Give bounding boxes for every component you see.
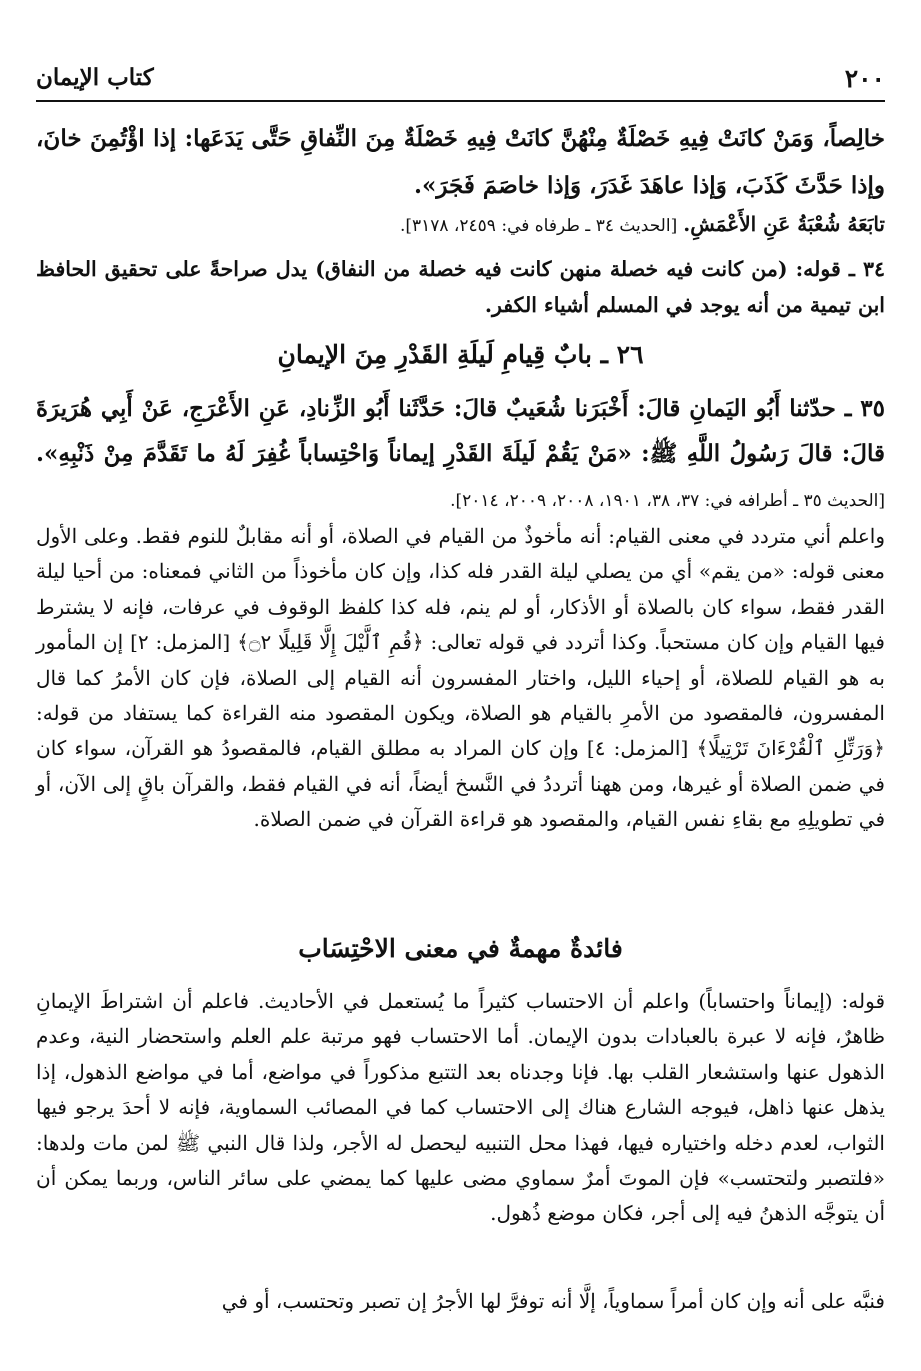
benefit-heading: فائدةٌ مهمةٌ في معنى الاحْتِسَاب [298, 934, 623, 963]
benefit-paragraph-1 [36, 984, 885, 1232]
hadith-34-reference: [الحديث ٣٤ ـ طرفاه في: ٢٤٥٩، ٣١٧٨]. [399, 216, 678, 236]
commentary-35 [36, 519, 885, 838]
hadith-35-isnad: ٣٥ ـ حدّثنا أَبُو اليَمانِ قالَ: أَخْبَرَنا شُعَيبٌ قالَ: حَدَّثَنا أَبُو الزِّنادِ، عَنِ الأَعْرَجِ، [181, 395, 886, 422]
hadith-35-reference: [الحديث ٣٥ ـ أطرافه في: ٣٧، ٣٨، ١٩٠١، ٢٠٠٨، ٢٠٠٩، ٢٠١٤]. [450, 491, 885, 511]
benefit-paragraph-2-text: فنبَّه على أنه وإن كان أمراً سماوياً، إلَّا أنه توفرَّ لها الأجرُ إن تصبر وتحتسب، أو في [221, 1289, 885, 1313]
commentary-35-text: واعلم أني متردد في معنى القيام: أنه مأخوذٌ من القيام في الصلاة، أو أنه مقابلٌ للنوم فقط. وعلى الأول معنى قوله: «من يقم» أي من يصلي ليلة القدر فله كذا، وإن كان مأخوذاً من الثاني فمعناه: من أحيا ليلة القدر فقط، سواء كان بالصلاة أو الأذكار، أو لم ينم، فله كذا كلفظ الوقوف في عرفات، فإنه لا يشترط فيها القيام وإن كان مستحباً. وكذا أتردد في قوله تعالى: ﴿قُمِ ٱلَّيْلَ إِلَّا قَلِيلًا ۝٢﴾ [المزمل: ٢] إن المأمور به هو القيام للصلاة، أو إحياء الليل، واختار المفسرون أنه القيام إلى الصلاة، فإن كان الأمرُ كما قال المفسرون، فالمقصود من الأمرِ بالقيام هو الصلاة، ويكون المقصود منه القراءة كما يستفاد من قوله: ﴿وَرَتِّلِ ٱلْقُرْءَانَ تَرْتِيلًا﴾ [المزمل: ٤] وإن كان المراد به مطلق القيام، فالمقصودُ هو القرآن، سواء كان في ضمن الصلاة أو غيرها، ومن ههنا أترددُ في النَّسخ أيضاً، أنه في القيام فقط، والقرآن باقٍ إلى الآن، أو في تطويلِهِ مع بقاءِ نفس القيام، والمقصود هو قراءة القرآن في ضمن الصلاة. [36, 524, 885, 832]
commentary-34 [36, 251, 885, 323]
hadith-35 [36, 386, 885, 524]
hadith-34-followup-text: تابَعَهُ شُعْبَةُ عَنِ الأَعْمَشِ. [683, 212, 885, 236]
page-header [36, 58, 885, 104]
running-title: كتاب الإيمان [36, 64, 154, 91]
hadith-34-continuation [36, 115, 885, 209]
chapter-26-heading: ٢٦ ـ بابٌ قِيامِ لَيلَةِ القَدْرِ مِنَ الإيمانِ [277, 340, 644, 369]
benefit-paragraph-2 [36, 1284, 885, 1319]
benefit-paragraph-1-text: قوله: (إيماناً واحتساباً) واعلم أن الاحتساب كثيراً ما يُستعمل في الأحاديث. فاعلم أن اشتراطَ الإيمانِ ظاهرٌ، فإنه لا عبرة بالعبادات بدون الإيمان. أما الاحتساب فهو مرتبة علم العلم واستحضار النية، وعدم الذهول عنها واستشعار القلب بها. فإنا وجدناه بعد التتبع مذكوراً في مواضع، أما في مواضع الذهول، إذا يذهل عنها ذاهل، فيوجه الشارع هناك إلى الاحتساب كما في المصائب السماوية، فإنه لا أحدَ يرجو فيها الثواب، لعدم دخله واختياره فيها، فهذا محل التنبيه ليحصل له الأجر، ولذا قال النبي ﷺ لمن مات ولدها: «فلتصبر ولتحتسب» فإن الموتَ أمرٌ سماوي مضى عليها كما يمضي على سائر الناس، وربما يمكن أن أن يتوجَّه الذهنُ فيه إلى أجر، فكان موضع ذُهول. [36, 989, 885, 1226]
header-rule [36, 100, 885, 102]
page-number: ٢٠٠ [844, 64, 885, 93]
hadith-34-text: خالِصاً، وَمَنْ كانَتْ فِيهِ خَصْلَةٌ مِنْهُنَّ كانَتْ فِيهِ خَصْلَةٌ مِنَ النِّفاقِ حَتَّى يَدَعَها: إذا اؤْتُمِنَ خانَ، وإذا حَدَّثَ كَذَبَ، وَإذا عاهَدَ غَدَرَ، وَإذا خاصَمَ فَجَرَ». [36, 125, 885, 199]
hadith-34-followup [36, 206, 885, 244]
hadith-35-text: عَنْ أَبِي هُرَيرَةَ قالَ: قالَ رَسُولُ اللَّهِ ﷺ: «مَنْ يَقُمْ لَيلَةَ القَدْرِ إيماناً وَاحْتِساباً غُفِرَ لَهُ ما تَقَدَّمَ مِنْ ذَنْبِهِ». [36, 395, 885, 467]
commentary-34-text: ٣٤ ـ قوله: (من كانت فيه خصلة منهن كانت فيه خصلة من النفاق) يدل صراحةً على تحقيق الحافظ ابن تيمية من أنه يوجد في المسلم أشياء الكفر. [36, 257, 885, 317]
